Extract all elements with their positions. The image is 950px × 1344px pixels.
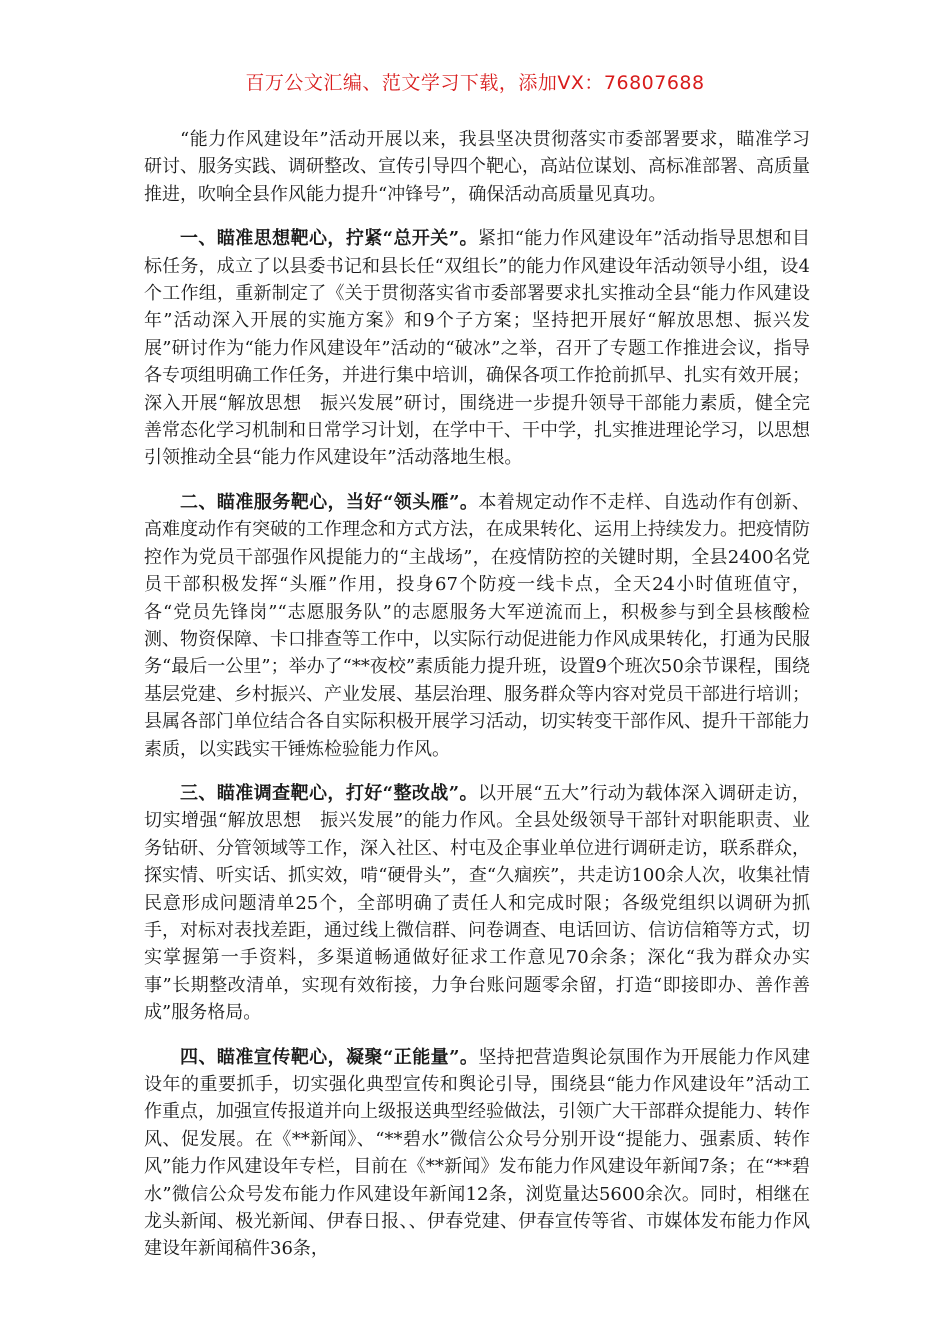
paragraph-text: 紧扣“能力作风建设年”活动指导思想和目标任务，成立了以县委书记和县长任“双组长”的能力作风建设年活动领导小组，设4个工作组，重新制定了《关于贯彻落实省市委部署要求扎实推动全县“能力作风建设年”活动深入开展的实施方案》和9个子方案；坚持把开展好“解放思想、振兴发展”研讨作为“能力作风建设年”活动的“破冰”之举，召开了专题工作推进会议，指导各专项组明确工作任务，并进行集中培训，确保各项工作抢前抓早、扎实有效开展；深入开展“解放思想 振兴发展”研讨，围绕进一步提升领导干部能力素质，健全完善常态化学习机制和日常学习计划，在学中干、干中学，扎实推进理论学习，以思想引领推动全县“能力作风建设年”活动落地生根。 (144, 228, 810, 469)
document-body (144, 126, 810, 1280)
section-paragraph-4 (144, 1044, 810, 1263)
paragraph-heading: 二、瞄准服务靶心，当好“领头雁”。 (180, 491, 479, 513)
section-paragraph-2 (144, 489, 810, 763)
paragraph-text: 以开展“五大”行动为载体深入调研走访，切实增强“解放思想 振兴发展”的能力作风。全县处级领导干部针对职能职责、业务钻研、分管领域等工作，深入社区、村屯及企事业单位进行调研走访，联系群众，探实情、听实话、抓实效，啃“硬骨头”，查“久痼疾”，共走访100余人次，收集社情民意形成问题清单25个，全部明确了责任人和完成时限；各级党组织以调研为抓手，对标对表找差距，通过线上微信群、问卷调查、电话回访、信访信箱等方式，切实掌握第一手资料，多渠道畅通做好征求工作意见70余条；深化“我为群众办实事”长期整改清单，实现有效衔接，力争台账问题零余留，打造“即接即办、善作善成”服务格局。 (144, 782, 810, 1024)
header-banner: 百万公文汇编、范文学习下载，添加VX：76807688 (245, 72, 705, 94)
paragraph-heading: 一、瞄准思想靶心，拧紧“总开关”。 (180, 228, 478, 250)
section-paragraph-1 (144, 225, 810, 472)
section-paragraph-3 (144, 780, 810, 1027)
paragraph-heading: 四、瞄准宣传靶心，凝聚“正能量”。 (180, 1046, 479, 1068)
paragraph-text: 本着规定动作不走样、自选动作有创新、高难度动作有突破的工作理念和方式方法，在成果转化、运用上持续发力。把疫情防控作为党员干部强作风提能力的“主战场”，在疫情防控的关键时期，全县2400名党员干部积极发挥“头雁”作用，投身67个防疫一线卡点，全天24小时值班值守，各“党员先锋岗”“志愿服务队”的志愿服务大军逆流而上，积极参与到全县核酸检测、物资保障、卡口排查等工作中，以实际行动促进能力作风成果转化，打通为民服务“最后一公里”；举办了“**夜校”素质能力提升班，设置9个班次50余节课程，围绕基层党建、乡村振兴、产业发展、基层治理、服务群众等内容对党员干部进行培训；县属各部门单位结合各自实际积极开展学习活动，切实转变干部作风、提升干部能力素质，以实践实干锤炼检验能力作风。 (144, 491, 810, 760)
paragraph-text: 坚持把营造舆论氛围作为开展能力作风建设年的重要抓手，切实强化典型宣传和舆论引导，围绕县“能力作风建设年”活动工作重点，加强宣传报道并向上级报送典型经验做法，引领广大干部群众提能力、转作风、促发展。在《**新闻》、“**碧水”微信公众号分别开设“提能力、强素质、转作风”能力作风建设年专栏，目前在《**新闻》发布能力作风建设年新闻7条；在“**碧水”微信公众号发布能力作风建设年新闻12条，浏览量达5600余次。同时，相继在龙头新闻、极光新闻、伊春日报、、伊春党建、伊春宣传等省、市媒体发布能力作风建设年新闻稿件36条， (144, 1046, 810, 1260)
intro-paragraph (144, 126, 810, 208)
paragraph-text: “能力作风建设年”活动开展以来，我县坚决贯彻落实市委部署要求，瞄准学习研讨、服务实践、调研整改、宣传引导四个靶心，高站位谋划、高标准部署、高质量推进，吹响全县作风能力提升“冲锋号”，确保活动高质量见真功。 (144, 129, 810, 205)
paragraph-heading: 三、瞄准调查靶心，打好“整改战”。 (180, 782, 478, 804)
